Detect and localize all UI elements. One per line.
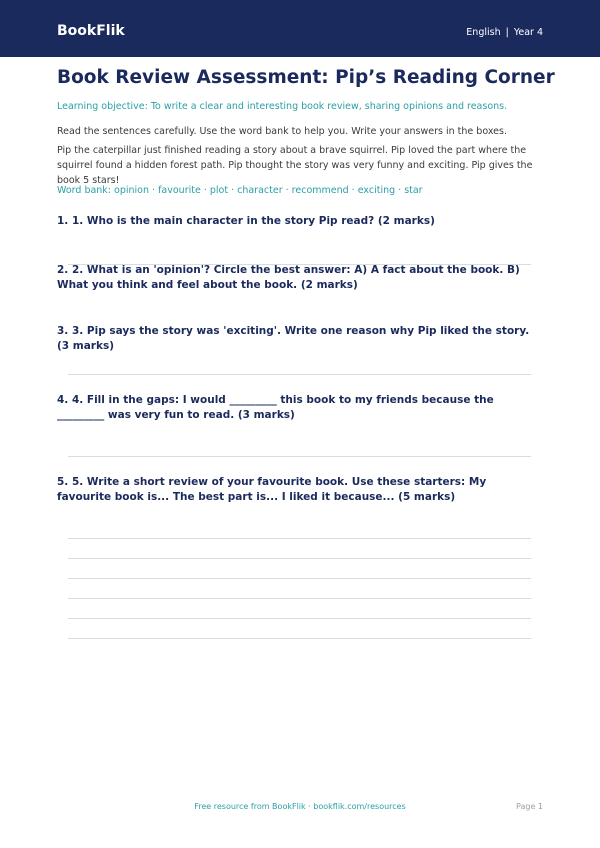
meta-separator: | [505,27,509,38]
answer-line[interactable] [68,558,531,559]
footer-resource-link[interactable]: Free resource from BookFlik · bookflik.com/resources [194,802,406,811]
header-bar [0,0,600,57]
answer-line[interactable] [68,638,531,639]
question-2: 2. 2. What is an 'opinion'? Circle the best answer: A) A fact about the book. B) What you think and feel about the book. (2 marks) [57,264,520,291]
subject-year-meta [466,27,543,39]
answer-line[interactable] [68,578,531,579]
subject-label: English [466,27,501,38]
word-bank: Word bank: opinion · favourite · plot · character · recommend · exciting · star [57,185,423,196]
year-label: Year 4 [513,27,543,38]
question-4: 4. 4. Fill in the gaps: I would _________ this book to my friends because the _________ was very fun to read. (3 marks) [57,394,494,421]
answer-line[interactable] [68,456,531,457]
answer-line[interactable] [68,374,531,375]
question-3: 3. 3. Pip says the story was 'exciting'. Write one reason why Pip liked the story. (3 marks) [57,325,530,352]
page-title: Book Review Assessment: Pip’s Reading Corner [57,67,555,88]
instructions: Read the sentences carefully. Use the word bank to help you. Write your answers in the boxes. [57,126,507,137]
question-5: 5. 5. Write a short review of your favourite book. Use these starters: My favourite book is... The best part is... I liked it because... (5 marks) [57,476,487,503]
brand-logo-text[interactable]: BookFlik [57,23,125,39]
answer-line[interactable] [68,538,531,539]
learning-objective: Learning objective: To write a clear and interesting book review, sharing opinions and reasons. [57,101,508,112]
question-1: 1. 1. Who is the main character in the story Pip read? (2 marks) [57,215,435,227]
answer-line[interactable] [68,618,531,619]
story-passage: Pip the caterpillar just finished reading a story about a brave squirrel. Pip loved the part where the squirrel found a hidden forest path. Pip thought the story was very funny and exciting. Pip gives the book 5 stars! [57,145,533,186]
answer-line[interactable] [68,598,531,599]
page-number: Page 1 [516,802,543,811]
